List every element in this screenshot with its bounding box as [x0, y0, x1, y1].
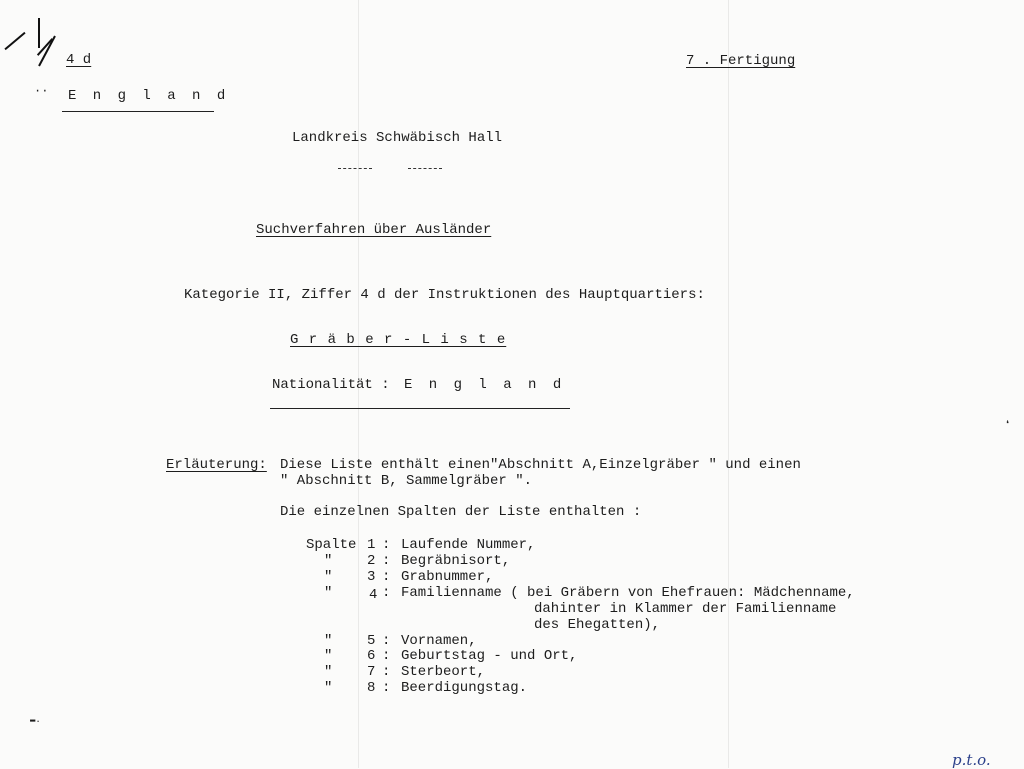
fold-line — [728, 0, 729, 768]
district-title: Landkreis Schwäbisch Hall — [292, 130, 503, 146]
columns-intro: Die einzelnen Spalten der Liste enthalten : — [280, 504, 642, 520]
procedure-title: Suchverfahren über Ausländer — [256, 222, 492, 238]
column-colon: : — [382, 648, 391, 664]
column-number: 2 — [367, 553, 376, 569]
column-colon: : — [382, 553, 391, 569]
column-prefix: Spalte — [306, 537, 357, 553]
separator-dash — [408, 168, 442, 169]
column-text-continued: dahinter in Klammer der Familienname — [534, 601, 837, 617]
margin-mark: ❛ — [1004, 419, 1012, 433]
column-text: Familienname ( bei Gräbern von Ehefrauen: Mädchenname, — [401, 585, 855, 601]
column-number: 5 — [367, 633, 376, 649]
column-text: Laufende Nummer, — [401, 537, 536, 553]
column-prefix: " — [324, 585, 333, 601]
column-prefix: " — [324, 680, 333, 696]
margin-mark: ·· — [34, 84, 49, 98]
separator-dash — [338, 168, 372, 169]
column-number: 7 — [367, 664, 376, 680]
explanation-line-2: " Abschnitt B, Sammelgräber ". — [280, 473, 533, 489]
column-colon: : — [382, 633, 391, 649]
column-number: 1 — [367, 537, 376, 553]
header-country: E n g l a n d — [68, 88, 230, 104]
margin-mark: ▬. — [30, 715, 41, 725]
nationality-rule — [270, 408, 570, 409]
column-colon: : — [382, 680, 391, 696]
explanation-label: Erläuterung: — [166, 457, 267, 473]
column-prefix: " — [324, 633, 333, 649]
handwritten-check-mark — [0, 10, 70, 80]
column-colon: : — [382, 569, 391, 585]
column-prefix: " — [324, 664, 333, 680]
explanation-line-1: Diese Liste enthält einen"Abschnitt A,Einzelgräber " und einen — [280, 457, 801, 473]
column-text: Sterbeort, — [401, 664, 486, 680]
column-text-continued: des Ehegatten), — [534, 617, 661, 633]
column-prefix: " — [324, 648, 333, 664]
nationality-label: Nationalität : — [272, 377, 390, 393]
column-colon: : — [382, 585, 391, 601]
column-text: Vornamen, — [401, 633, 477, 649]
handwritten-note: p.t.o. — [952, 751, 991, 769]
column-number: 4 — [369, 587, 378, 603]
copy-number: 7 . Fertigung — [686, 53, 796, 69]
column-text: Geburtstag - und Ort, — [401, 648, 578, 664]
column-number: 3 — [367, 569, 376, 585]
list-title: G r ä b e r - L i s t e — [290, 332, 507, 348]
column-text: Beerdigungstag. — [401, 680, 528, 696]
column-text: Begräbnisort, — [401, 553, 511, 569]
column-colon: : — [382, 664, 391, 680]
column-prefix: " — [324, 569, 333, 585]
column-number: 8 — [367, 680, 376, 696]
column-text: Grabnummer, — [401, 569, 494, 585]
column-colon: : — [382, 537, 391, 553]
column-prefix: " — [324, 553, 333, 569]
header-country-rule — [62, 111, 214, 112]
category-line: Kategorie II, Ziffer 4 d der Instruktionen des Hauptquartiers: — [184, 287, 705, 303]
nationality-value: E n g l a n d — [404, 377, 566, 393]
column-number: 6 — [367, 648, 376, 664]
header-code: 4 d — [66, 52, 92, 68]
